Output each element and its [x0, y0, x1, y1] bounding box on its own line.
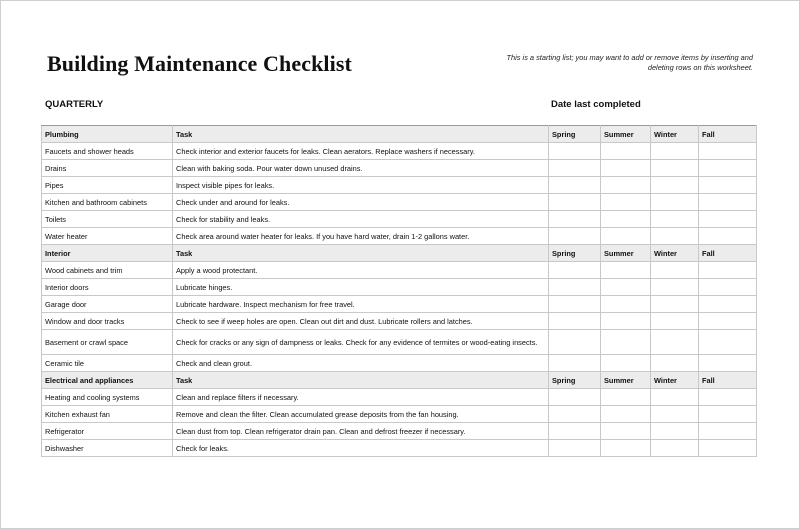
fall-date-cell[interactable]: [699, 406, 757, 423]
item-name: Dishwasher: [42, 440, 173, 457]
fall-column-header: Fall: [699, 245, 757, 262]
summer-date-cell[interactable]: [601, 296, 651, 313]
spring-date-cell[interactable]: [549, 143, 601, 160]
table-row: [42, 440, 757, 457]
section-header-row: [42, 126, 757, 143]
spring-date-cell[interactable]: [549, 177, 601, 194]
task-description: Check under and around for leaks.: [173, 194, 549, 211]
winter-date-cell[interactable]: [651, 262, 699, 279]
winter-date-cell[interactable]: [651, 177, 699, 194]
summer-column-header: Summer: [601, 245, 651, 262]
task-column-header: Task: [173, 372, 549, 389]
page-title: Building Maintenance Checklist: [47, 51, 352, 76]
summer-date-cell[interactable]: [601, 262, 651, 279]
spring-column-header: Spring: [549, 245, 601, 262]
fall-date-cell[interactable]: [699, 330, 757, 355]
fall-date-cell[interactable]: [699, 211, 757, 228]
winter-date-cell[interactable]: [651, 313, 699, 330]
spring-date-cell[interactable]: [549, 228, 601, 245]
task-description: Inspect visible pipes for leaks.: [173, 177, 549, 194]
item-name: Toilets: [42, 211, 173, 228]
fall-date-cell[interactable]: [699, 296, 757, 313]
fall-date-cell[interactable]: [699, 440, 757, 457]
task-description: Check for cracks or any sign of dampness or leaks. Check for any evidence of termites or wood-eating insects.: [173, 330, 549, 355]
spring-column-header: Spring: [549, 372, 601, 389]
fall-date-cell[interactable]: [699, 355, 757, 372]
table-row: [42, 143, 757, 160]
fall-date-cell[interactable]: [699, 389, 757, 406]
spring-date-cell[interactable]: [549, 406, 601, 423]
fall-date-cell[interactable]: [699, 177, 757, 194]
fall-date-cell[interactable]: [699, 313, 757, 330]
task-description: Check interior and exterior faucets for leaks. Clean aerators. Replace washers if necessary.: [173, 143, 549, 160]
winter-date-cell[interactable]: [651, 160, 699, 177]
winter-date-cell[interactable]: [651, 211, 699, 228]
table-row: [42, 211, 757, 228]
winter-date-cell[interactable]: [651, 279, 699, 296]
winter-date-cell[interactable]: [651, 143, 699, 160]
section-name: Interior: [42, 245, 173, 262]
item-name: Kitchen and bathroom cabinets: [42, 194, 173, 211]
summer-date-cell[interactable]: [601, 177, 651, 194]
task-description: Check to see if weep holes are open. Clean out dirt and dust. Lubricate rollers and latches.: [173, 313, 549, 330]
summer-date-cell[interactable]: [601, 406, 651, 423]
winter-date-cell[interactable]: [651, 440, 699, 457]
summer-column-header: Summer: [601, 372, 651, 389]
task-description: Clean with baking soda. Pour water down unused drains.: [173, 160, 549, 177]
task-column-header: Task: [173, 126, 549, 143]
table-row: [42, 160, 757, 177]
winter-column-header: Winter: [651, 126, 699, 143]
section-header-row: [42, 372, 757, 389]
spring-date-cell[interactable]: [549, 423, 601, 440]
summer-date-cell[interactable]: [601, 228, 651, 245]
task-description: Lubricate hardware. Inspect mechanism for free travel.: [173, 296, 549, 313]
table-row: [42, 313, 757, 330]
checklist-table: [41, 125, 757, 457]
item-name: Water heater: [42, 228, 173, 245]
summer-date-cell[interactable]: [601, 143, 651, 160]
table-row: [42, 330, 757, 355]
spring-date-cell[interactable]: [549, 211, 601, 228]
winter-date-cell[interactable]: [651, 228, 699, 245]
winter-column-header: Winter: [651, 372, 699, 389]
task-description: Check for stability and leaks.: [173, 211, 549, 228]
spring-date-cell[interactable]: [549, 279, 601, 296]
spring-date-cell[interactable]: [549, 194, 601, 211]
task-description: Clean and replace filters if necessary.: [173, 389, 549, 406]
summer-column-header: Summer: [601, 126, 651, 143]
spring-date-cell[interactable]: [549, 296, 601, 313]
table-row: [42, 279, 757, 296]
spring-date-cell[interactable]: [549, 440, 601, 457]
spring-date-cell[interactable]: [549, 330, 601, 355]
winter-date-cell[interactable]: [651, 194, 699, 211]
summer-date-cell[interactable]: [601, 313, 651, 330]
spring-date-cell[interactable]: [549, 262, 601, 279]
table-row: [42, 194, 757, 211]
winter-column-header: Winter: [651, 245, 699, 262]
item-name: Ceramic tile: [42, 355, 173, 372]
fall-column-header: Fall: [699, 126, 757, 143]
item-name: Drains: [42, 160, 173, 177]
task-description: Check area around water heater for leaks. If you have hard water, drain 1-2 gallons water.: [173, 228, 549, 245]
table-row: [42, 177, 757, 194]
summer-date-cell[interactable]: [601, 355, 651, 372]
instruction-note: This is a starting list; you may want to add or remove items by inserting and deleting rows on this worksheet.: [506, 53, 753, 72]
task-description: Remove and clean the filter. Clean accumulated grease deposits from the fan housing.: [173, 406, 549, 423]
item-name: Garage door: [42, 296, 173, 313]
winter-date-cell[interactable]: [651, 296, 699, 313]
table-row: [42, 355, 757, 372]
section-header-row: [42, 245, 757, 262]
fall-date-cell[interactable]: [699, 279, 757, 296]
item-name: Refrigerator: [42, 423, 173, 440]
winter-date-cell[interactable]: [651, 389, 699, 406]
period-label: QUARTERLY: [45, 99, 104, 110]
summer-date-cell[interactable]: [601, 389, 651, 406]
item-name: Wood cabinets and trim: [42, 262, 173, 279]
summer-date-cell[interactable]: [601, 211, 651, 228]
fall-date-cell[interactable]: [699, 160, 757, 177]
task-description: Apply a wood protectant.: [173, 262, 549, 279]
section-name: Plumbing: [42, 126, 173, 143]
table-row: [42, 389, 757, 406]
item-name: Interior doors: [42, 279, 173, 296]
summer-date-cell[interactable]: [601, 160, 651, 177]
fall-date-cell[interactable]: [699, 262, 757, 279]
spring-date-cell[interactable]: [549, 355, 601, 372]
summer-date-cell[interactable]: [601, 440, 651, 457]
task-description: Check for leaks.: [173, 440, 549, 457]
spring-date-cell[interactable]: [549, 389, 601, 406]
table-row: [42, 406, 757, 423]
fall-column-header: Fall: [699, 372, 757, 389]
table-row: [42, 228, 757, 245]
fall-date-cell[interactable]: [699, 423, 757, 440]
summer-date-cell[interactable]: [601, 423, 651, 440]
fall-date-cell[interactable]: [699, 228, 757, 245]
task-description: Lubricate hinges.: [173, 279, 549, 296]
spring-date-cell[interactable]: [549, 160, 601, 177]
section-name: Electrical and appliances: [42, 372, 173, 389]
winter-date-cell[interactable]: [651, 406, 699, 423]
spring-date-cell[interactable]: [549, 313, 601, 330]
item-name: Basement or crawl space: [42, 330, 173, 355]
item-name: Window and door tracks: [42, 313, 173, 330]
winter-date-cell[interactable]: [651, 423, 699, 440]
task-column-header: Task: [173, 245, 549, 262]
winter-date-cell[interactable]: [651, 330, 699, 355]
fall-date-cell[interactable]: [699, 143, 757, 160]
winter-date-cell[interactable]: [651, 355, 699, 372]
item-name: Pipes: [42, 177, 173, 194]
table-row: [42, 423, 757, 440]
item-name: Heating and cooling systems: [42, 389, 173, 406]
table-row: [42, 262, 757, 279]
summer-date-cell[interactable]: [601, 194, 651, 211]
task-description: Check and clean grout.: [173, 355, 549, 372]
spring-column-header: Spring: [549, 126, 601, 143]
task-description: Clean dust from top. Clean refrigerator drain pan. Clean and defrost freezer if necessary.: [173, 423, 549, 440]
table-row: [42, 296, 757, 313]
date-last-completed-label: Date last completed: [551, 99, 641, 110]
item-name: Kitchen exhaust fan: [42, 406, 173, 423]
summer-date-cell[interactable]: [601, 330, 651, 355]
fall-date-cell[interactable]: [699, 194, 757, 211]
summer-date-cell[interactable]: [601, 279, 651, 296]
item-name: Faucets and shower heads: [42, 143, 173, 160]
